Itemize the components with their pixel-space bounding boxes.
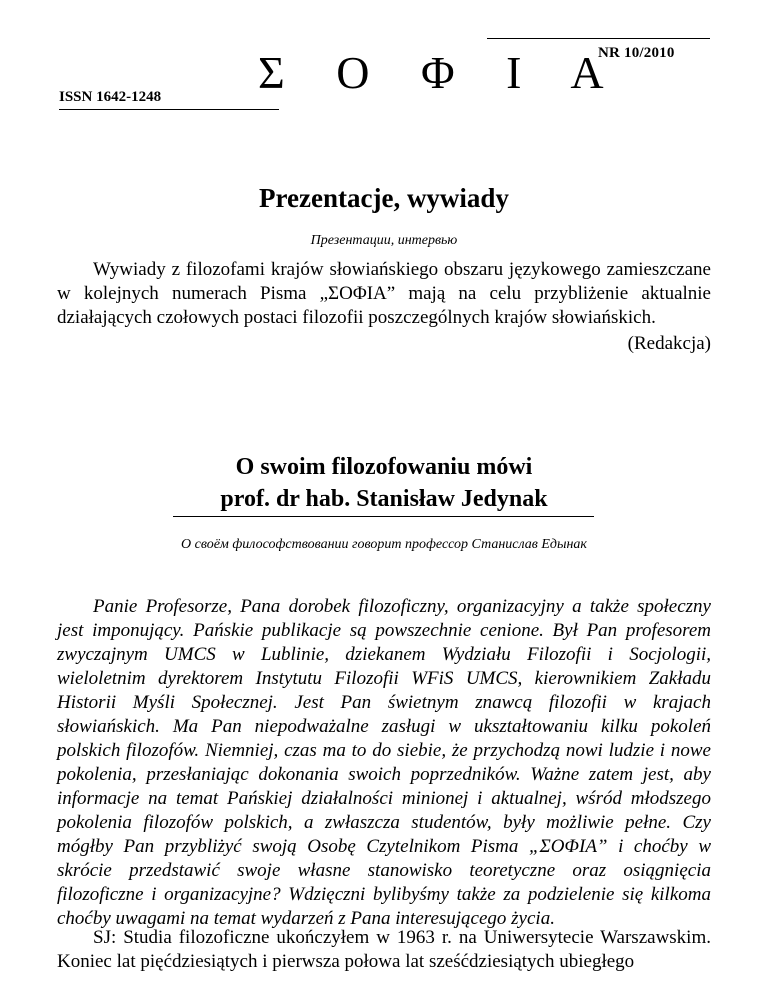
issn-rule [59, 109, 279, 110]
article-title-rule [173, 516, 594, 517]
section-title: Prezentacje, wywiady [259, 183, 509, 213]
intro-paragraph: Wywiady z filozofami krajów słowiańskiego obszaru językowego zamieszczane w kolejnych numerach Pisma „ΣΟΦΙΑ” mają na celu przybliżenie aktualnie działających czołowych postaci filozofii poszczególnych krajów słowiańskich. [57, 259, 711, 328]
editorial-signature: (Redakcja) [627, 333, 711, 354]
issn-label: ISSN 1642-1248 [59, 89, 162, 105]
interview-question: Panie Profesorze, Pana dorobek filozoficzny, organizacyjny a także społeczny jest imponujący. Pańskie publikacje są powszechnie cenione. Był Pan profesorem zwyczajnym UMCS w Lublinie, dziekanem Wydziału Filozofii i Socjologii, wieloletnim dyrektorem Instytutu Filozofii WFiS UMCS, kierownikiem Zakładu Historii Myśli Społecznej. Jest Pan świetnym znawcą filozofii w krajach słowiańskich. Ma Pan niepodważalne zasługi w ukształtowaniu kilku pokoleń polskich filozofów. Niemniej, czas ma to do siebie, że przychodzą nowi ludzie i nowe pokolenia, przesłaniając dokonania swoich poprzedników. Ważne zatem jest, aby informacje na temat Pańskiej działalności minionej i aktualnej, wśród młodszego pokolenia filozofów polskich, a zwłaszcza studentów, były możliwie pełne. Czy mógłby Pan przybliżyć swoją Osobę Czytelnikom Pisma „ΣΟΦΙΑ” i choćby w skrócie przedstawić swoje własne stanowisko teoretyczne oraz osiągnięcia filozoficzne i organizacyjne? Wdzięczni bylibyśmy także za podzielenie się kilkoma choćby uwagami na temat wydarzeń z Pana interesującego życia. [57, 596, 711, 929]
article-title-line-2: prof. dr hab. Stanisław Jedynak [220, 486, 548, 512]
section-subtitle-russian: Презентации, интервью [310, 233, 458, 248]
interview-answer: SJ: Studia filozoficzne ukończyłem w 1963 r. na Uniwersytecie Warszawskim. Koniec lat pięćdziesiątych i pierwsza połowa lat sześćdziesiątych ubiegłego [57, 927, 711, 972]
header-rule-top [487, 38, 710, 39]
issue-number: NR 10/2010 [598, 45, 675, 61]
article-title-line-1: O swoim filozofowaniu mówi [235, 454, 533, 480]
journal-title: Σ Ο Φ Ι Α [258, 47, 624, 98]
article-title [0, 451, 768, 515]
article-subtitle-russian: О своём философствовании говорит профессор Станислав Едынак [181, 537, 587, 552]
